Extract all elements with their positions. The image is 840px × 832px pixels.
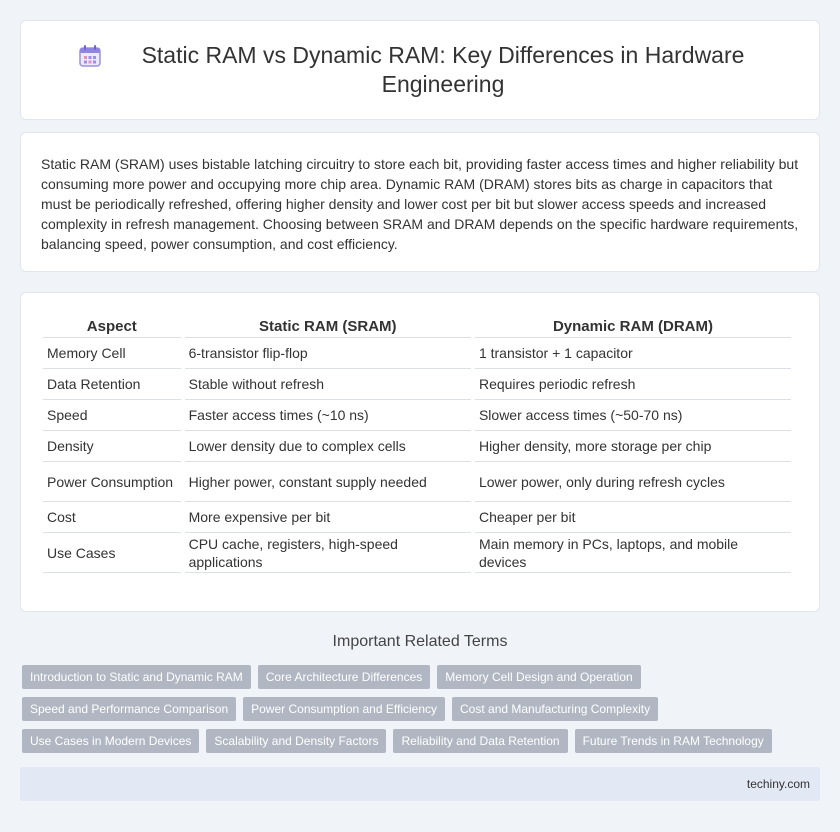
cell-dram: Lower power, only during refresh cycles [475,462,791,502]
cell-dram: 1 transistor + 1 capacitor [475,338,791,369]
cell-aspect: Use Cases [43,533,181,573]
header-dram: Dynamic RAM (DRAM) [475,315,791,338]
related-tag[interactable]: Core Architecture Differences [258,665,431,689]
header-sram: Static RAM (SRAM) [185,315,471,338]
table-row [43,369,791,400]
cell-dram: Cheaper per bit [475,502,791,533]
calendar-icon [77,43,103,69]
cell-dram: Higher density, more storage per chip [475,431,791,462]
cell-sram: CPU cache, registers, high-speed applications [185,533,471,573]
cell-aspect: Speed [43,400,181,431]
comparison-card [20,292,820,612]
intro-text: Static RAM (SRAM) uses bistable latching circuitry to store each bit, providing faster access times and higher reliability but consuming more power and occupying more chip area. Dynamic RAM (DRAM) stores bits as charge in capacitors that must be periodically refreshed, offering higher density and lower cost per bit but slower access speeds and increased complexity in refresh management. Choosing between SRAM and DRAM depends on the specific hardware requirements, balancing speed, power consumption, and cost efficiency. [41,156,799,252]
cell-aspect: Cost [43,502,181,533]
related-terms [22,665,812,761]
table-row [43,431,791,462]
cell-aspect: Power Consumption [43,462,181,502]
related-tag[interactable]: Cost and Manufacturing Complexity [452,697,658,721]
related-terms-title: Important Related Terms [332,633,508,650]
table-row [43,533,791,573]
cell-sram: More expensive per bit [185,502,471,533]
header-aspect: Aspect [43,315,181,338]
footer-site[interactable]: techiny.com [746,777,810,791]
tag-row [22,665,812,689]
table-row [43,462,791,502]
cell-aspect: Density [43,431,181,462]
footer [20,767,820,801]
table-row [43,502,791,533]
table-row [43,338,791,369]
related-tag[interactable]: Memory Cell Design and Operation [437,665,640,689]
table-header-row [43,315,791,338]
cell-aspect: Data Retention [43,369,181,400]
cell-sram: Lower density due to complex cells [185,431,471,462]
related-tag[interactable]: Speed and Performance Comparison [22,697,236,721]
related-tag[interactable]: Use Cases in Modern Devices [22,729,199,753]
tag-row [22,697,812,721]
related-tag[interactable]: Reliability and Data Retention [393,729,567,753]
cell-sram: Higher power, constant supply needed [185,462,471,502]
table-row [43,400,791,431]
related-tag[interactable]: Introduction to Static and Dynamic RAM [22,665,251,689]
intro-card [20,132,820,272]
related-tag[interactable]: Scalability and Density Factors [206,729,386,753]
tag-row [22,729,812,753]
page-title: Static RAM vs Dynamic RAM: Key Differences in Hardware Engineering [141,42,745,97]
related-tag[interactable]: Future Trends in RAM Technology [575,729,772,753]
cell-dram: Main memory in PCs, laptops, and mobile devices [475,533,791,573]
cell-dram: Requires periodic refresh [475,369,791,400]
cell-sram: Faster access times (~10 ns) [185,400,471,431]
title-card [20,20,820,120]
related-tag[interactable]: Power Consumption and Efficiency [243,697,445,721]
cell-sram: 6-transistor flip-flop [185,338,471,369]
cell-aspect: Memory Cell [43,338,181,369]
cell-dram: Slower access times (~50-70 ns) [475,400,791,431]
comparison-table [39,315,795,573]
cell-sram: Stable without refresh [185,369,471,400]
title-wrap [70,41,770,99]
